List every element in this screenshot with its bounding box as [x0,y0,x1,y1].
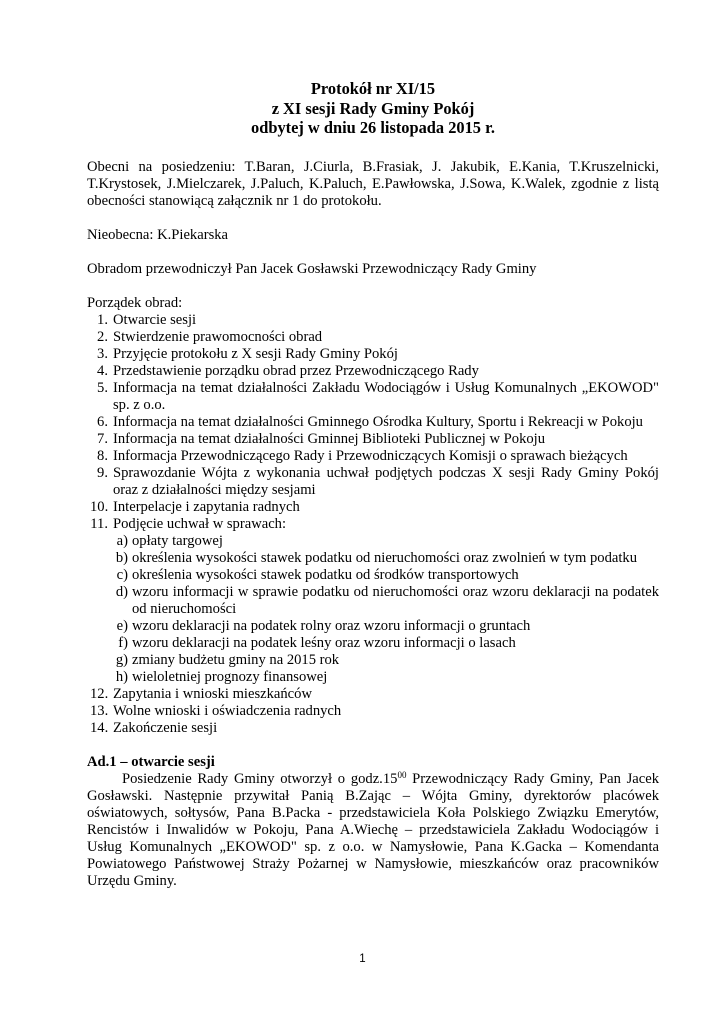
resolution-letter: d) [115,583,128,600]
resolution-item [110,669,659,686]
agenda-item [87,448,659,465]
agenda-item-number: 8. [97,447,108,464]
agenda-item-number: 12. [90,685,109,702]
agenda-item-text: Informacja na temat działalności Gminnego Ośrodka Kultury, Sportu i Rekreacji w Pokoju [113,413,643,430]
resolution-item [110,567,659,584]
agenda-item-text: Zapytania i wnioski mieszkańców [113,685,312,702]
agenda-item-number: 10. [90,498,109,515]
absent-paragraph: Nieobecna: K.Piekarska [87,226,229,243]
agenda-item-text: Informacja na temat działalności Zakładu Wodociągów i Usług Komunalnych „EKOWOD" sp. z o.o. [113,379,659,413]
document-page [87,79,659,890]
agenda-item-number: 13. [90,702,109,719]
resolution-text: określenia wysokości stawek podatku od nieruchomości oraz zwolnień w tym podatku [132,549,637,566]
resolution-letter: f) [118,634,128,651]
agenda-item-text: Podjęcie uchwał w sprawach: [113,515,287,532]
title-line-3: odbytej w dniu 26 listopada 2015 r. [251,118,495,137]
agenda-item-number: 11. [90,515,108,532]
time-superscript: 00 [397,769,407,780]
resolution-letter: b) [115,549,128,566]
agenda-item [87,720,659,737]
agenda-item [87,380,659,414]
resolution-letter: g) [115,651,128,668]
agenda-item [87,516,659,533]
resolution-text: określenia wysokości stawek podatku od środków transportowych [132,566,519,583]
resolution-item [110,584,659,618]
agenda-item-number: 7. [97,430,108,447]
agenda-item [87,499,659,516]
resolution-text: opłaty targowej [132,532,223,549]
agenda-item-number: 14. [90,719,109,736]
resolution-item [110,652,659,669]
agenda-item-number: 6. [97,413,108,430]
agenda-item-text: Sprawozdanie Wójta z wykonania uchwał podjętych podczas X sesji Rady Gminy Pokój oraz z działalności między sesjami [113,464,659,498]
agenda-item [87,363,659,380]
resolution-letter: a) [116,532,128,549]
section-paragraph [87,771,659,890]
section-text-before: Posiedzenie Rady Gminy otworzył o godz.15 [122,770,398,787]
agenda-title: Porządek obrad: [87,294,183,311]
resolution-letter: c) [116,566,128,583]
agenda-item-text: Przedstawienie porządku obrad przez Przewodniczącego Rady [113,362,479,379]
agenda-item-number: 3. [97,345,108,362]
resolution-item [110,533,659,550]
agenda-item-text: Otwarcie sesji [113,311,197,328]
resolution-item [110,635,659,652]
resolution-letter: e) [116,617,128,634]
agenda-item-text: Stwierdzenie prawomocności obrad [113,328,323,345]
agenda-item-text: Przyjęcie protokołu z X sesji Rady Gminy Pokój [113,345,398,362]
agenda-item [87,346,659,363]
agenda-item [87,431,659,448]
agenda-item-number: 9. [97,464,108,481]
agenda-item-number: 1. [97,311,108,328]
resolution-text: wzoru deklaracji na podatek rolny oraz wzoru informacji o gruntach [132,617,531,634]
agenda-item-text: Interpelacje i zapytania radnych [113,498,300,515]
agenda-item [87,414,659,431]
agenda-item-text: Wolne wnioski i oświadczenia radnych [113,702,342,719]
page-number: 1 [359,953,366,965]
resolutions-sublist [110,533,659,686]
agenda-item-text: Informacja na temat działalności Gminnej Biblioteki Publicznej w Pokoju [113,430,546,447]
resolution-item [110,618,659,635]
section-heading: Ad.1 – otwarcie sesji [87,753,215,770]
resolution-text: wzoru informacji w sprawie podatku od nieruchomości oraz wzoru deklaracji na podatek od nieruchomości [132,583,659,617]
agenda-item [87,329,659,346]
section-text-after: Przewodniczący Rady Gminy, Pan Jacek Gosławski. Następnie przywitał Panią B.Zając – Wójta Gminy, dyrektorów placówek oświatowych, sołtysów, Pana B.Packa - przedstawiciela Koła Polskiego Związku Emerytów, Rencistów i Inwalidów w Pokoju, Pana A.Wiechę – przedstawiciela Zakładu Wodociągów i Usług Komunalnych „EKOWOD" sp. z o.o. w Namysłowie, Pana K.Gacka – Komendanta Powiatowego Państwowej Straży Pożarnej w Namysłowie, mieszkańców oraz pracowników Urzędu Gminy. [87,770,659,889]
agenda-item [87,703,659,720]
resolution-text: wzoru deklaracji na podatek leśny oraz wzoru informacji o lasach [132,634,516,651]
title-line-2: z XI sesji Rady Gminy Pokój [271,98,475,118]
agenda-list [87,312,659,737]
agenda-item [87,686,659,703]
agenda-item-text: Informacja Przewodniczącego Rady i Przewodniczących Komisji o sprawach bieżących [113,447,628,464]
agenda-item-text: Zakończenie sesji [113,719,218,736]
resolution-text: wieloletniej prognozy finansowej [132,668,328,685]
title-line-1: Protokół nr XI/15 [310,79,436,98]
chair-paragraph: Obradom przewodniczył Pan Jacek Gosławski Przewodniczący Rady Gminy [87,260,537,277]
agenda-item [87,465,659,499]
document-title [87,79,659,138]
resolution-letter: h) [115,668,128,685]
agenda-item [87,312,659,329]
agenda-item-number: 2. [97,328,108,345]
agenda-item-number: 5. [97,379,108,396]
resolution-text: zmiany budżetu gminy na 2015 rok [132,651,340,668]
agenda-item-number: 4. [97,362,108,379]
attendance-paragraph: Obecni na posiedzeniu: T.Baran, J.Ciurla, B.Frasiak, J. Jakubik, E.Kania, T.Kruszelnicki, T.Krystosek, J.Mielczarek, J.Paluch, K.Paluch, E.Pawłowska, J.Sowa, K.Walek, zgodnie z listą obecności stanowiącą załącznik nr 1 do protokołu. [87,158,659,209]
resolution-item [110,550,659,567]
